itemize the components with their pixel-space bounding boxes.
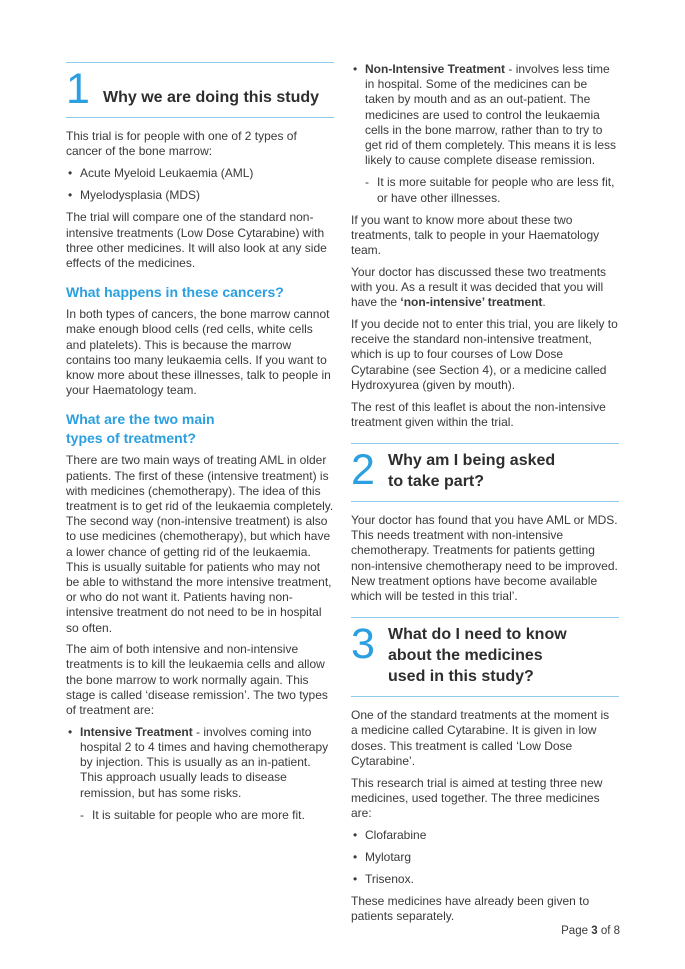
- text-segment: One of the standard treatments at the moment is a medicine called Cytarabine. It is given in low doses. This treatment is called ‘Low Dose Cytarabine’.: [351, 708, 610, 768]
- bullet-marker: •: [68, 724, 73, 739]
- text-segment: - involves coming into hospital 2 to 4 times and having chemotherapy by injection. This is usually as an in-patient. This approach usually leads to disease remission, but has some risks.: [80, 724, 329, 800]
- text-segment: Trisenox.: [365, 872, 414, 887]
- text-segment: There are two main ways of treating AML in older patients. The first of these (intensive treatment) is with medicines (chemotherapy). The idea of this treatment is to get rid of the leukaemia completely. The second way (non-intensive treatment) is also to use medicines (chemotherapy), but which have a lower chance of getting rid of the leukaemia. This is usually suitable for patients who may not be able to withstand the more intensive treatment, or who do not want it. Patients having non-intensive treatment do not need to be in hospital so often.: [66, 453, 334, 635]
- bullet-text: [365, 850, 411, 865]
- text-segment: It is suitable for people who are more fit.: [92, 807, 305, 822]
- paragraph: [66, 210, 334, 271]
- text-segment: If you want to know more about these two treatments, talk to people in your Haematology team.: [351, 212, 600, 258]
- text-segment: In both types of cancers, the bone marrow cannot make enough blood cells (red cells, white cells and platelets). This is because the marrow contains too many leukaemia cells. If you want to know more about these illnesses, talk to people in your Haematology team.: [66, 307, 331, 398]
- bullet-marker: •: [353, 827, 358, 842]
- page-body: [66, 62, 619, 931]
- text-segment: Clofarabine: [365, 827, 427, 842]
- paragraph: [66, 307, 334, 398]
- section-title: What do I need to know about the medicines used in this study?: [388, 626, 567, 686]
- bullet-text: [365, 872, 414, 887]
- paragraph: [66, 129, 334, 159]
- paragraph: [351, 400, 619, 430]
- footer-page-label: Page: [561, 925, 588, 937]
- bullet-item: [351, 828, 619, 843]
- bullet-item: [66, 188, 334, 203]
- bullet-marker: •: [353, 62, 358, 76]
- bullet-text: [377, 175, 619, 205]
- bullet-text: [92, 808, 305, 823]
- section-title: Why we are doing this study: [103, 89, 320, 106]
- sub-bullet-item: [66, 808, 334, 823]
- section-title: Why am I being asked to take part?: [388, 451, 556, 490]
- bullet-item: [66, 725, 334, 801]
- bold-text: Intensive Treatment: [80, 724, 193, 739]
- bullet-text: [365, 828, 426, 843]
- left-column: [66, 62, 334, 931]
- text-segment: Myelodysplasia (MDS): [80, 188, 201, 203]
- bold-text: ‘non-intensive’ treatment: [400, 295, 543, 310]
- text-segment: This trial is for people with one of 2 types of cancer of the bone marrow:: [66, 129, 297, 159]
- paragraph: [66, 642, 334, 718]
- bullet-marker: •: [68, 188, 73, 203]
- paragraph: [351, 265, 619, 311]
- paragraph: [351, 213, 619, 259]
- bullet-marker: •: [68, 165, 73, 180]
- bullet-marker: •: [353, 872, 358, 887]
- text-segment: It is more suitable for people who are less fit, or have other illnesses.: [377, 175, 615, 205]
- subheading: What happens in these cancers?: [66, 284, 284, 301]
- text-segment: Your doctor has found that you have AML or MDS. This needs treatment with non-intensive chemotherapy. Treatments for patients getting non-intensive chemotherapy need to be improved. New treatment options have become available which will be tested in this trial’.: [351, 512, 618, 603]
- dash-marker: -: [80, 807, 84, 822]
- bullet-text: [80, 188, 200, 203]
- section-2-header: [351, 443, 619, 502]
- bullet-item: [351, 850, 619, 865]
- dash-marker: -: [365, 175, 369, 190]
- paragraph: [351, 776, 619, 822]
- bold-text: Non-Intensive Treatment: [365, 62, 506, 76]
- text-segment: The rest of this leaflet is about the non-intensive treatment given within the trial.: [351, 399, 606, 429]
- paragraph: [351, 708, 619, 769]
- text-segment: The aim of both intensive and non-intensive treatments is to kill the leukaemia cells and allow the bone marrow to work normally again. This stage is called ‘disease remission’. The two types of treatment are:: [66, 642, 328, 718]
- sub-bullet-item: [351, 175, 619, 205]
- bullet-item: [66, 166, 334, 181]
- footer-page-number: 3: [591, 925, 598, 937]
- section-1-header: [66, 62, 334, 118]
- section-number: 1: [66, 65, 90, 113]
- bullet-marker: •: [353, 849, 358, 864]
- section-number: 2: [351, 445, 375, 494]
- text-segment: These medicines have already been given to patients separately.: [351, 894, 590, 924]
- paragraph: [351, 894, 619, 924]
- text-segment: This research trial is aimed at testing three new medicines, used together. The three medicines are:: [351, 775, 603, 820]
- page-footer: [561, 925, 620, 937]
- text-segment: Acute Myeloid Leukaemia (AML): [80, 165, 254, 180]
- subheading: What are the two main types of treatment?: [66, 411, 215, 447]
- footer-total-label: of 8: [600, 925, 620, 937]
- text-segment: If you decide not to enter this trial, you are likely to receive the standard non-intensive treatment, which is up to four courses of Low Dose Cytarabine (see Section 4), or a medicine called Hydroxyurea (given by mouth).: [351, 317, 618, 392]
- paragraph: [351, 317, 619, 393]
- section-number: 3: [351, 620, 375, 669]
- bullet-text: [80, 166, 253, 181]
- bullet-item: [351, 872, 619, 887]
- bullet-item: [351, 62, 619, 168]
- paragraph: [66, 453, 334, 635]
- text-segment: Mylotarg: [365, 849, 412, 864]
- text-segment: .: [542, 295, 546, 310]
- text-segment: The trial will compare one of the standard non-intensive treatments (Low Dose Cytarabine) with three other medicines. It will also look at any side effects of the medicines.: [66, 210, 327, 270]
- paragraph: [351, 513, 619, 604]
- text-segment: - involves less time in hospital. Some of the medicines can be taken by mouth and as an out-patient. The medicines are used to control the leukaemia cells in the bone marrow, rather than to try to get rid of them completely. This means it is less likely to cause complete disease remission.: [365, 62, 616, 168]
- bullet-text: [80, 725, 334, 801]
- bullet-text: [365, 62, 619, 168]
- section-3-header: [351, 617, 619, 697]
- right-column: [351, 62, 619, 931]
- text-segment: Your doctor has discussed these two treatments with you. As a result it was decided that you will have the: [351, 264, 607, 310]
